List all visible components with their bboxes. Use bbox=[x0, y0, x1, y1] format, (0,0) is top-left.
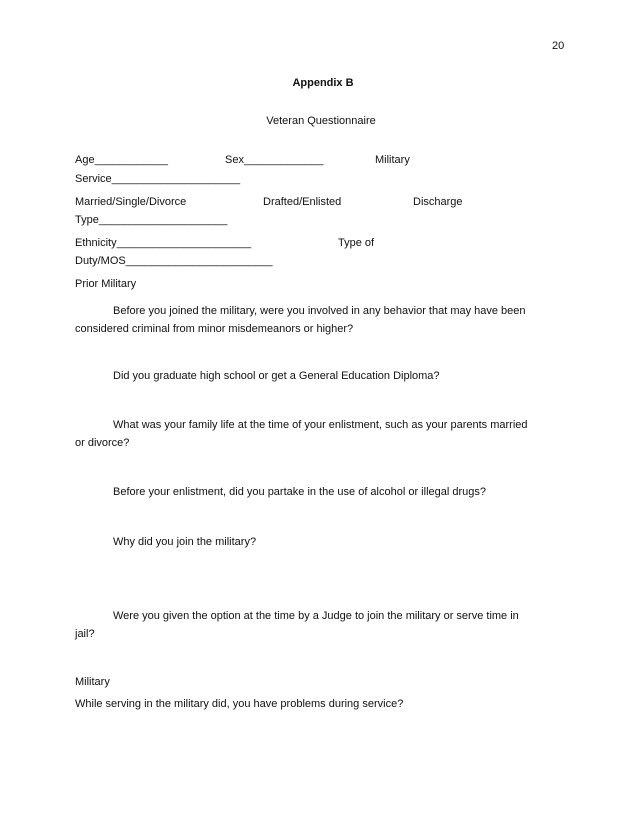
question-7: While serving in the military did, you have problems during service? bbox=[75, 698, 404, 710]
page-title-text: Appendix B bbox=[292, 77, 354, 89]
service-field: Service_____________________ bbox=[75, 173, 241, 185]
sex-field: Sex_____________ bbox=[225, 154, 324, 166]
question-6-line-1: Were you given the option at the time by a Judge to join the military or serve time in bbox=[113, 610, 519, 622]
age-field: Age____________ bbox=[75, 154, 168, 166]
question-1-line-2: considered criminal from minor misdemeanors or higher? bbox=[75, 323, 354, 335]
section-heading-military: Military bbox=[75, 676, 110, 688]
military-field-label: Military bbox=[375, 154, 410, 166]
duty-mos-field: Duty/MOS________________________ bbox=[75, 255, 273, 267]
question-6-line-2: jail? bbox=[75, 628, 95, 640]
page-subtitle bbox=[0, 114, 638, 128]
question-2: Did you graduate high school or get a General Education Diploma? bbox=[113, 370, 440, 382]
question-3-line-1: What was your family life at the time of your enlistment, such as your parents married bbox=[113, 419, 528, 431]
ethnicity-field: Ethnicity______________________ bbox=[75, 237, 252, 249]
type-of-field-label: Type of bbox=[338, 237, 375, 249]
question-3-line-2: or divorce? bbox=[75, 437, 130, 449]
discharge-type-field: Type_____________________ bbox=[75, 214, 228, 226]
question-4: Before your enlistment, did you partake in the use of alcohol or illegal drugs? bbox=[113, 486, 486, 498]
discharge-field-label: Discharge bbox=[413, 196, 463, 208]
marital-status-field: Married/Single/Divorce bbox=[75, 196, 187, 208]
drafted-enlisted-field: Drafted/Enlisted bbox=[263, 196, 342, 208]
page-number: 20 bbox=[552, 40, 565, 52]
page-title bbox=[0, 76, 638, 90]
page-subtitle-text: Veteran Questionnaire bbox=[266, 115, 376, 127]
section-heading-prior-military: Prior Military bbox=[75, 278, 137, 290]
question-1-line-1: Before you joined the military, were you involved in any behavior that may have been bbox=[113, 305, 526, 317]
question-5: Why did you join the military? bbox=[113, 536, 257, 548]
